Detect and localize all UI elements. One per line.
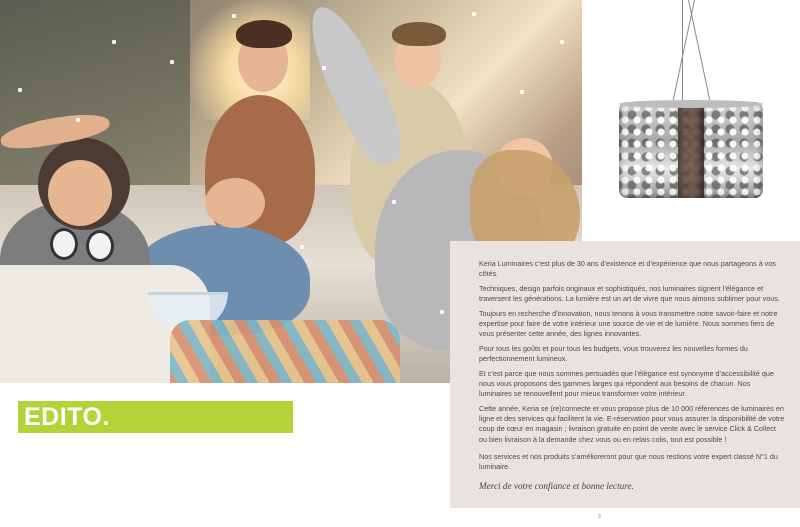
edito-paragraph: Techniques, design parfois originaux et sophistiqués, nos luminaires signent l’élégance et traversent les générations. La lumière est un art de vivre que nous aimons sublimer pour vous. (479, 283, 780, 304)
person-left-face (48, 160, 112, 226)
edito-heading: EDITO. (24, 403, 110, 431)
confetti (560, 40, 564, 44)
confetti (520, 90, 524, 94)
edito-paragraph: Pour tous les goûts et pour tous les budgets, vous trouverez les nouvelles formes du perfectionnement lumineux. (479, 343, 748, 364)
confetti (322, 66, 326, 70)
headphone-left-icon (50, 228, 78, 260)
confetti (440, 310, 444, 314)
edito-text (479, 259, 785, 497)
page-number: 3 (598, 514, 602, 520)
edito-banner (18, 401, 293, 433)
confetti (170, 60, 174, 64)
person-back-right-hair (392, 22, 446, 46)
edito-paragraph: Et c’est parce que nous sommes persuadés que l’élégance est synonyme d’accessibilité que nous vous proposons des gammes larges qui répondent aux besoins de chacun. Nos luminaires se renouvellent pour mieux transformer votre intérieur. (479, 368, 774, 399)
confetti (76, 118, 80, 122)
edito-text-box (450, 241, 800, 508)
lamp-rim (619, 100, 763, 108)
confetti (472, 12, 476, 16)
photo-blanket (170, 320, 400, 383)
person-middle-face (205, 178, 265, 228)
lamp-wire (671, 0, 695, 108)
pendant-lamp-photo (582, 0, 800, 240)
edito-paragraph: Cette année, Keria se (re)connecte et vous propose plus de 10 000 références de luminaires en ligne et des services qui facilitent la vie. E-réservation pour vous assurer la disponibilité de votre coup de cœur en magasin ; livraison gratuite en point de vente avec le service Click & Collect ou bien livraison à la demande chez vous ou en relais colis, tout est possible ! (479, 403, 785, 444)
confetti (232, 14, 236, 18)
edito-paragraph: Toujours en recherche d’innovation, nous tenons à vous transmettre notre savoir-faire et notre expertise pour faire de votre intérieur une source de vie et de lumière. Nous sommes fiers de vous présenter cette année, des lignes innovantes. (479, 308, 778, 339)
confetti (300, 245, 304, 249)
edito-closing: Merci de votre confiance et bonne lecture. (479, 481, 634, 492)
headphone-right-icon (86, 230, 114, 262)
edito-paragraph: Nos services et nos produits s’amélioreront pour que nous restions votre expert classé N°1 du luminaire. (479, 451, 778, 471)
edito-paragraph: Keria Luminaires c’est plus de 30 ans d’existence et d’expérience que nous partageons à vos côtés. (479, 259, 776, 279)
person-back-left-hair (236, 20, 292, 48)
confetti (18, 88, 22, 92)
lamp-core (678, 102, 704, 198)
confetti (112, 40, 116, 44)
confetti (392, 200, 396, 204)
